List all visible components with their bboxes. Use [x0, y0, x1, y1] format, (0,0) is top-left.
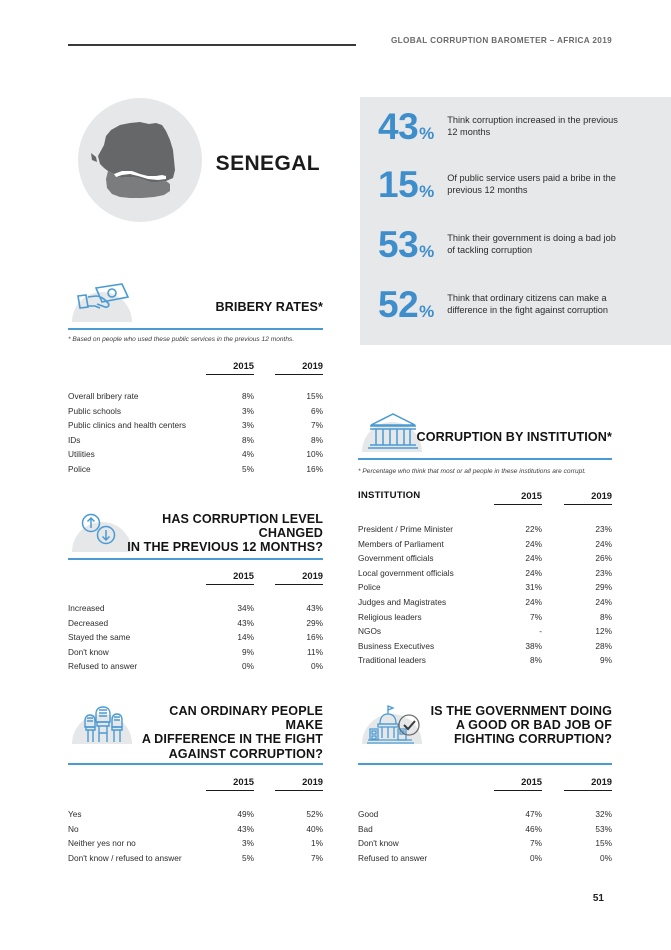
row-value-2019: 11%	[307, 646, 323, 657]
row-value-2015: 24%	[525, 538, 542, 549]
table-row	[68, 601, 323, 616]
column-rule-2015	[494, 790, 542, 791]
table-row	[358, 851, 612, 866]
row-label: Business Executives	[358, 640, 435, 651]
row-value-2015: 7%	[530, 611, 542, 622]
section-divider	[68, 558, 323, 560]
section-title: CORRUPTION BY INSTITUTION*	[416, 430, 612, 444]
column-rule-2019	[564, 504, 612, 505]
row-value-2019: 0%	[311, 661, 323, 672]
row-value-2015: 49%	[237, 809, 254, 819]
institutions-table	[358, 490, 612, 668]
row-value-2019: 15%	[306, 391, 323, 401]
bribery-table	[68, 360, 323, 477]
row-value-2019: 1%	[311, 838, 323, 849]
row-label: Religious leaders	[358, 611, 422, 622]
row-value-2019: 6%	[311, 405, 323, 416]
column-header-2019: 2019	[302, 776, 323, 787]
row-value-2019: 29%	[595, 582, 612, 593]
table-row	[68, 447, 323, 462]
row-label: Public clinics and health centers	[68, 420, 187, 431]
table-row	[358, 551, 612, 566]
row-value-2019: 53%	[595, 823, 612, 834]
column-header-2015: 2015	[233, 570, 254, 581]
row-value-2015: 34%	[237, 603, 254, 613]
section-divider	[358, 763, 612, 765]
row-value-2015: 7%	[530, 838, 542, 849]
table-row	[68, 404, 323, 419]
table-row	[68, 851, 323, 866]
senegal-map-icon	[78, 98, 202, 222]
row-value-2015: 3%	[242, 420, 254, 431]
row-value-2019: 16%	[306, 632, 323, 643]
raised-fists-icon	[68, 700, 136, 744]
page-header-title: GLOBAL CORRUPTION BAROMETER – AFRICA 2019	[390, 36, 612, 45]
key-stat-text: Of public service users paid a bribe in the previous 12 months	[447, 173, 616, 196]
row-label: Local government officials	[358, 567, 454, 578]
row-value-2019: 8%	[600, 611, 612, 622]
ordinary-people-table	[68, 776, 323, 865]
table-row	[358, 807, 612, 822]
percent-sign: %	[419, 124, 435, 143]
section-title-line2: IN THE PREVIOUS 12 MONTHS?	[127, 540, 323, 555]
row-label: IDs	[68, 434, 81, 445]
table-row	[68, 433, 323, 448]
table-row	[358, 537, 612, 552]
table-header-row	[68, 570, 323, 589]
row-value-2019: 23%	[595, 567, 612, 578]
table-row	[358, 653, 612, 668]
row-value-2015: 24%	[525, 553, 542, 564]
row-value-2019: 28%	[595, 640, 612, 651]
row-label: Increased	[68, 603, 105, 613]
section-divider	[68, 328, 323, 330]
row-label: Public schools	[68, 405, 122, 416]
table-header-row	[68, 360, 323, 379]
row-label: Refused to answer	[68, 661, 138, 672]
table-row	[358, 580, 612, 595]
page-number: 51	[592, 893, 604, 904]
row-value-2015: 4%	[242, 449, 254, 460]
key-stat-text: Think that ordinary citizens can make a difference in the fight against corruption	[447, 293, 608, 316]
row-value-2019: 24%	[595, 596, 612, 607]
row-value-2015: 22%	[525, 524, 542, 534]
row-value-2019: 23%	[595, 524, 612, 534]
section-footnote: * Percentage who think that most or all people in these institutions are corrupt.	[358, 468, 586, 475]
table-header-row	[68, 776, 323, 795]
government-job-table	[358, 776, 612, 865]
row-value-2019: 52%	[306, 809, 323, 819]
row-label: Overall bribery rate	[68, 391, 139, 401]
section-title	[412, 704, 612, 747]
table-row	[358, 595, 612, 610]
column-header-institution: INSTITUTION	[358, 490, 421, 501]
row-value-2015: 14%	[237, 632, 254, 643]
section-title-line1: IS THE GOVERNMENT DOING	[430, 704, 612, 718]
up-down-arrows-icon	[68, 508, 136, 552]
row-label: Police	[68, 463, 91, 474]
row-value-2019: 12%	[595, 626, 612, 637]
row-value-2019: 0%	[600, 852, 612, 863]
table-row	[358, 610, 612, 625]
key-stat-text: Think their government is doing a bad job of tackling corruption	[447, 233, 616, 256]
row-label: Don't know / refused to answer	[68, 852, 182, 863]
row-value-2015: 24%	[525, 596, 542, 607]
row-value-2019: 16%	[306, 463, 323, 474]
key-stat-value: 52	[378, 284, 419, 325]
key-stat-1	[378, 164, 619, 205]
row-label: Judges and Magistrates	[358, 596, 447, 607]
row-value-2015: 3%	[242, 405, 254, 416]
row-label: Decreased	[68, 617, 109, 628]
column-header-2019: 2019	[302, 360, 323, 371]
row-value-2019: 10%	[306, 449, 323, 460]
row-value-2015: 24%	[525, 567, 542, 578]
header-rule	[68, 44, 356, 46]
row-label: Neither yes nor no	[68, 838, 136, 849]
row-value-2019: 32%	[595, 809, 612, 819]
column-rule-2019	[275, 584, 323, 585]
table-row	[68, 836, 323, 851]
row-value-2019: 40%	[306, 823, 323, 834]
column-rule-2015	[206, 374, 254, 375]
section-title-line1: CAN ORDINARY PEOPLE MAKE	[169, 704, 323, 733]
row-value-2015: 43%	[237, 617, 254, 628]
table-row	[68, 462, 323, 477]
country-name: SENEGAL	[215, 152, 320, 175]
percent-sign: %	[419, 182, 435, 201]
column-rule-2015	[494, 504, 542, 505]
key-stat-0	[378, 106, 619, 147]
section-title-line1: HAS CORRUPTION LEVEL CHANGED	[162, 512, 323, 541]
row-label: Bad	[358, 823, 373, 834]
row-label: No	[68, 823, 79, 834]
section-title-line3: FIGHTING CORRUPTION?	[453, 732, 612, 747]
row-label: Stayed the same	[68, 632, 131, 643]
column-header-2019: 2019	[591, 776, 612, 787]
level-changed-table	[68, 570, 323, 674]
row-value-2019: 8%	[311, 434, 323, 445]
row-label: Government officials	[358, 553, 434, 564]
column-rule-2015	[206, 790, 254, 791]
row-label: Members of Parliament	[358, 538, 444, 549]
table-header-row	[358, 776, 612, 795]
row-value-2019: 9%	[600, 655, 612, 666]
row-value-2015: 5%	[242, 463, 254, 474]
row-value-2015: 8%	[530, 655, 542, 666]
table-row	[358, 836, 612, 851]
section-title-line3: AGAINST CORRUPTION?	[168, 746, 323, 761]
table-row	[358, 624, 612, 639]
row-value-2015: 3%	[242, 838, 254, 849]
row-value-2015: 0%	[530, 852, 542, 863]
hand-money-icon	[68, 278, 136, 322]
row-value-2019: 43%	[306, 603, 323, 613]
section-title-line2: A DIFFERENCE IN THE FIGHT	[141, 732, 323, 747]
row-value-2015: 8%	[242, 434, 254, 445]
column-rule-2019	[275, 790, 323, 791]
row-value-2019: 15%	[595, 838, 612, 849]
percent-sign: %	[419, 242, 435, 261]
row-value-2015: -	[539, 626, 542, 637]
key-stat-text: Think corruption increased in the previous 12 months	[447, 115, 618, 138]
section-title	[127, 512, 323, 555]
row-value-2019: 24%	[595, 538, 612, 549]
row-value-2019: 26%	[595, 553, 612, 564]
row-label: Traditional leaders	[358, 655, 426, 666]
row-value-2015: 8%	[242, 391, 254, 401]
column-rule-2019	[275, 374, 323, 375]
column-header-2019: 2019	[591, 490, 612, 501]
key-stat-value: 43	[378, 106, 419, 147]
key-stat-value: 15	[378, 164, 419, 205]
table-row	[68, 389, 323, 404]
row-value-2019: 29%	[306, 617, 323, 628]
column-header-2015: 2015	[521, 490, 542, 501]
column-header-2019: 2019	[302, 570, 323, 581]
row-value-2019: 7%	[311, 852, 323, 863]
table-row	[358, 822, 612, 837]
section-title	[133, 704, 323, 761]
key-stat-3	[378, 284, 619, 325]
table-row	[358, 522, 612, 537]
row-value-2015: 31%	[525, 582, 542, 593]
table-row	[358, 639, 612, 654]
row-label: NGOs	[358, 626, 382, 637]
table-row	[68, 659, 323, 674]
row-label: President / Prime Minister	[358, 524, 453, 534]
row-label: Police	[358, 582, 381, 593]
key-stat-value: 53	[378, 224, 419, 265]
table-row	[68, 630, 323, 645]
row-value-2015: 5%	[242, 852, 254, 863]
row-label: Good	[358, 809, 379, 819]
column-rule-2019	[564, 790, 612, 791]
section-footnote: * Based on people who used these public services in the previous 12 months.	[68, 336, 295, 343]
section-divider	[68, 763, 323, 765]
column-header-2015: 2015	[521, 776, 542, 787]
table-row	[68, 616, 323, 631]
row-value-2015: 47%	[525, 809, 542, 819]
table-row	[68, 822, 323, 837]
column-header-2015: 2015	[233, 360, 254, 371]
section-divider	[358, 458, 612, 460]
section-title-line2: A GOOD OR BAD JOB OF	[455, 718, 612, 733]
row-value-2015: 9%	[242, 646, 254, 657]
column-rule-2015	[206, 584, 254, 585]
row-value-2015: 46%	[525, 823, 542, 834]
row-value-2015: 0%	[242, 661, 254, 672]
row-label: Refused to answer	[358, 852, 428, 863]
row-label: Don't know	[358, 838, 399, 849]
row-label: Yes	[68, 809, 82, 819]
table-row	[358, 566, 612, 581]
table-row	[68, 418, 323, 433]
row-value-2015: 38%	[525, 640, 542, 651]
key-stat-2	[378, 224, 619, 265]
row-value-2015: 43%	[237, 823, 254, 834]
table-row	[68, 807, 323, 822]
column-header-2015: 2015	[233, 776, 254, 787]
table-row	[68, 645, 323, 660]
section-title: BRIBERY RATES*	[215, 300, 323, 314]
row-value-2019: 7%	[311, 420, 323, 431]
percent-sign: %	[419, 302, 435, 321]
table-header-row	[358, 490, 612, 509]
row-label: Don't know	[68, 646, 109, 657]
row-label: Utilities	[68, 449, 95, 460]
